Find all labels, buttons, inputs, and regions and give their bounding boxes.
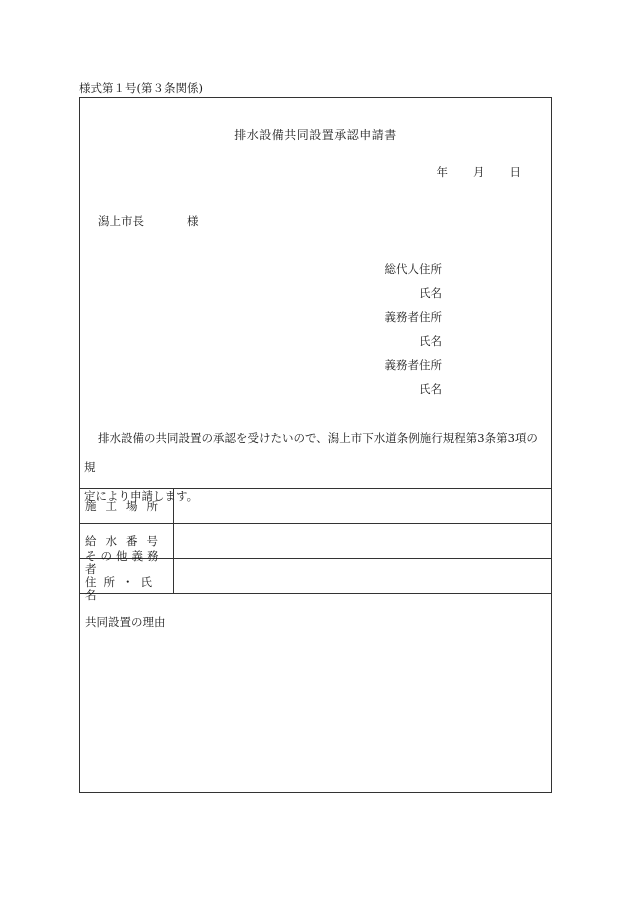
date-year: 年 (436, 165, 448, 179)
statement-line-2: 定により申請します。 (84, 489, 199, 503)
date-month: 月 (473, 165, 485, 179)
obligor1-address-label: 義務者住所 (384, 310, 442, 324)
statement-line-1: 排水設備の共同設置の承認を受けたいので、潟上市下水道条例施行規程第3条第3項の規 (84, 431, 538, 474)
representative-name-label: 氏名 (419, 286, 442, 300)
obligor1-name-label: 氏名 (419, 334, 442, 348)
obligor2-address-label: 義務者住所 (384, 358, 442, 372)
obligor2-name-label: 氏名 (419, 382, 442, 396)
addressee-honorific: 様 (187, 214, 199, 228)
construction-site-label: 施工場所 (80, 489, 174, 523)
form-number-label: 様式第１号(第３条関係) (79, 81, 203, 95)
form-title: 排水設備共同設置承認申請書 (234, 128, 397, 142)
addressee (98, 213, 199, 229)
other-obligors-field[interactable] (174, 559, 551, 593)
water-supply-number-label: 給水番号 (80, 524, 174, 558)
other-obligors-label-line-2: 住所・氏名 (85, 575, 159, 602)
table-row-other-obligors (80, 549, 551, 602)
water-supply-number-field[interactable] (174, 524, 551, 558)
date-line (437, 164, 522, 180)
other-obligors-label-line-1: その他義務者 (85, 549, 163, 576)
application-form (79, 97, 552, 793)
date-day: 日 (509, 165, 521, 179)
other-obligors-label (80, 549, 174, 602)
table-row-construction-site (80, 489, 551, 524)
construction-site-field[interactable] (174, 489, 551, 523)
representative-address-label: 総代人住所 (384, 262, 442, 276)
details-table (80, 488, 551, 602)
reason-label: 共同設置の理由 (85, 615, 166, 629)
addressee-name: 潟上市長 (98, 214, 144, 228)
